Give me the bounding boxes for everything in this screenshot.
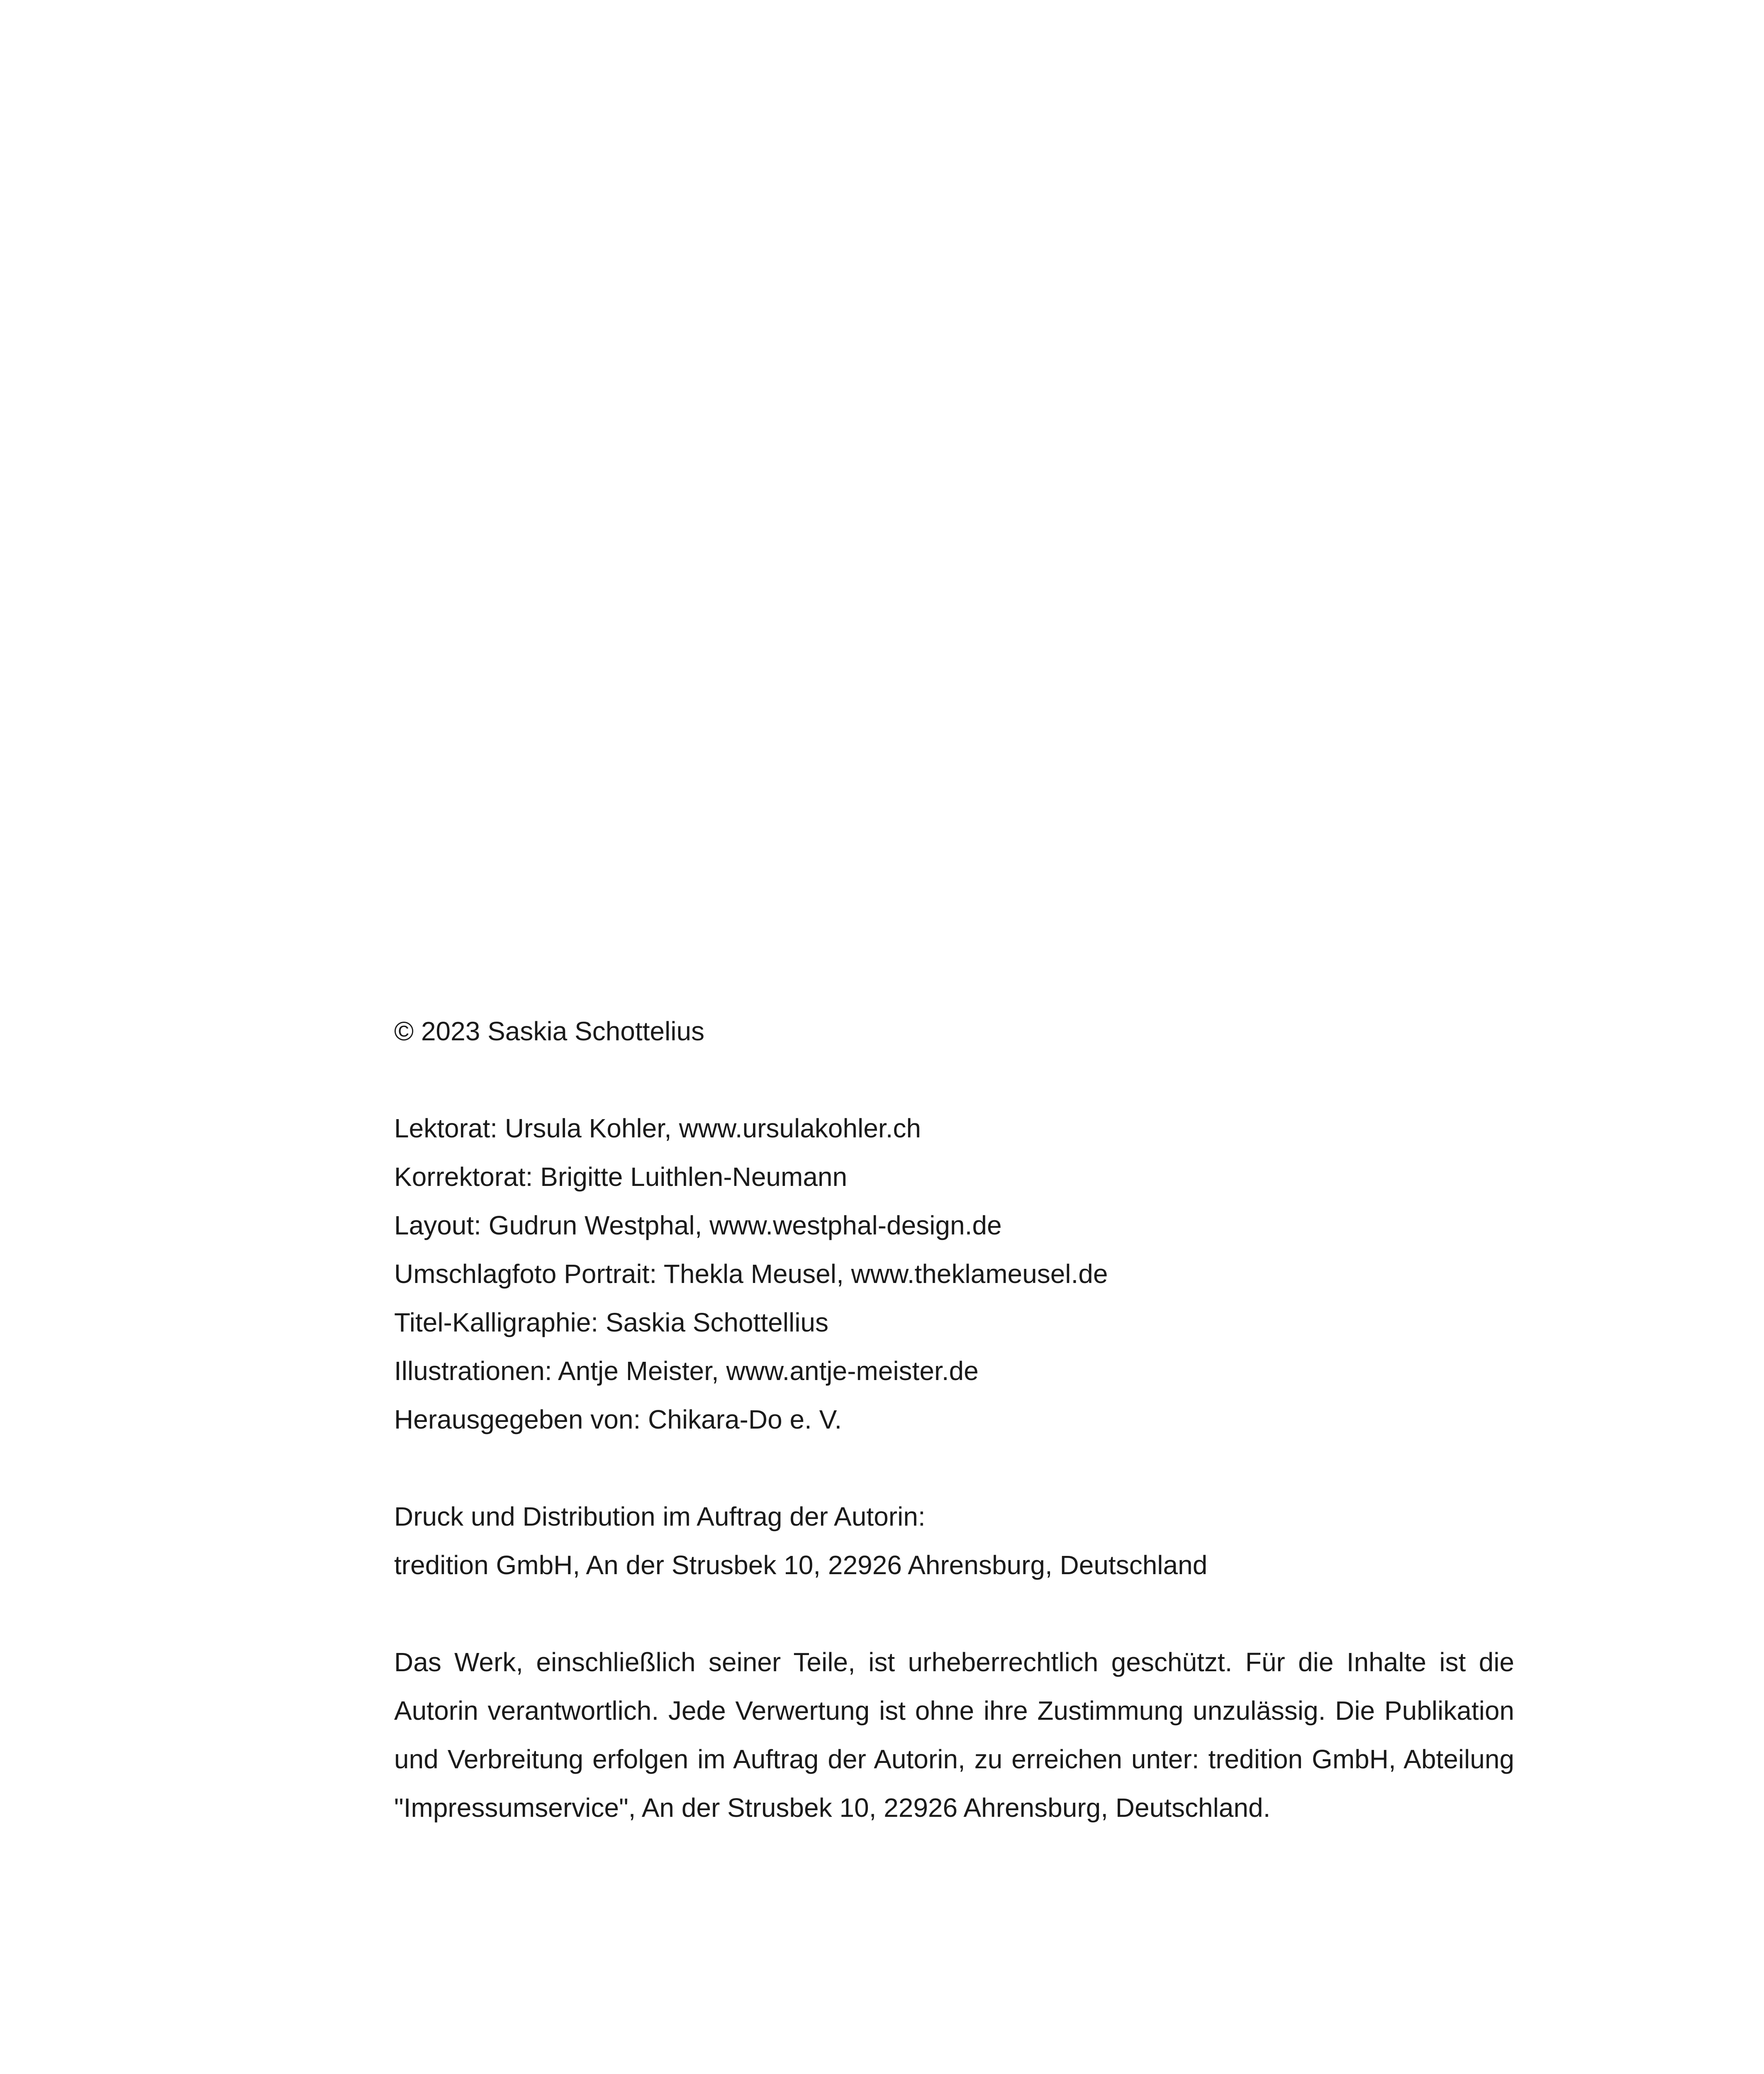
credit-editing: Lektorat: Ursula Kohler, www.ursulakohler.ch bbox=[394, 1113, 921, 1143]
credit-proofreading: Korrektorat: Brigitte Luithlen-Neumann bbox=[394, 1162, 848, 1192]
imprint-section bbox=[394, 1007, 1514, 1832]
credit-publisher: Herausgegeben von: Chikara-Do e. V. bbox=[394, 1405, 842, 1434]
legal-notice-block bbox=[394, 1638, 1514, 1832]
distribution-block bbox=[394, 1492, 1514, 1590]
credit-layout: Layout: Gudrun Westphal, www.westphal-design.de bbox=[394, 1210, 1002, 1240]
copyright-line: © 2023 Saskia Schottelius bbox=[394, 1016, 705, 1046]
distribution-heading: Druck und Distribution im Auftrag der Autorin: bbox=[394, 1502, 926, 1531]
credit-cover-photo: Umschlagfoto Portrait: Thekla Meusel, www.theklameusel.de bbox=[394, 1259, 1108, 1289]
distribution-address: tredition GmbH, An der Strusbek 10, 22926 Ahrensburg, Deutschland bbox=[394, 1550, 1208, 1580]
credit-title-calligraphy: Titel-Kalligraphie: Saskia Schottellius bbox=[394, 1307, 828, 1337]
copyright-block bbox=[394, 1007, 1514, 1056]
credits-block bbox=[394, 1104, 1514, 1444]
credit-illustrations: Illustrationen: Antje Meister, www.antje-meister.de bbox=[394, 1356, 979, 1386]
legal-notice-paragraph: Das Werk, einschließlich seiner Teile, ist urheberrechtlich geschützt. Für die Inhalte ist die Autorin verantwortlich. Jede Verwertung ist ohne ihre Zustimmung unzulässig. Die Publikation und Verbreitung erfolgen im Auftrag der Autorin, zu erreichen unter: tredition GmbH, Abteilung "Impressumservice", An der Strusbek 10, 22926 Ahrensburg, Deutschland. bbox=[394, 1647, 1514, 1823]
